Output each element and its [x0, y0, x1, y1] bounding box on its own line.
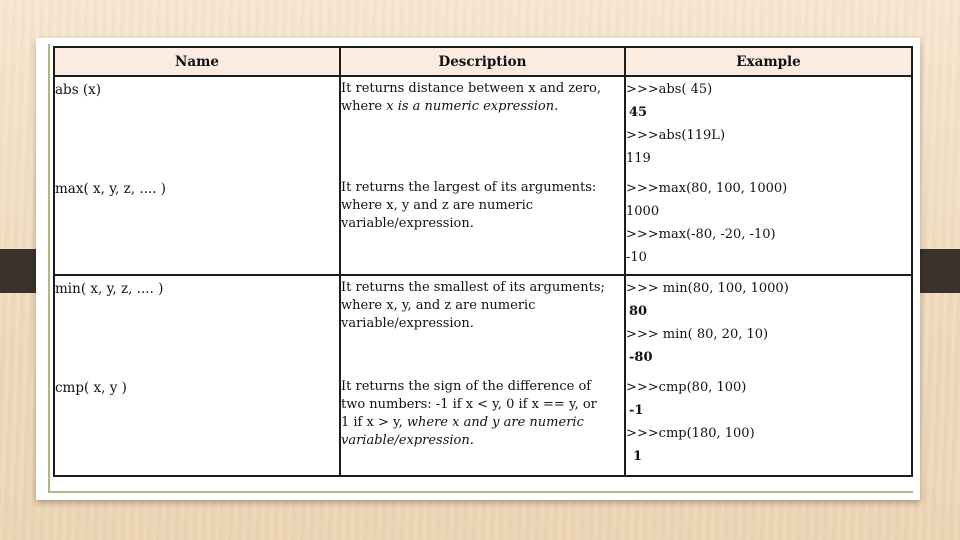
function-desc-cmp [341, 378, 603, 450]
example-code: >>>cmp(80, 100) [626, 380, 747, 395]
description-cell [340, 275, 625, 476]
desc-abs-plain: It returns distance between x and zero, where [341, 81, 602, 114]
examples-abs [626, 78, 911, 177]
example-code: >>>abs( 45) [626, 82, 713, 97]
examples-cmp [626, 376, 911, 468]
example-output: -10 [626, 250, 647, 265]
example-code: >>> min( 80, 20, 10) [626, 327, 769, 342]
desc-cmp-plain: It returns the sign of the difference of two numbers: -1 if x < y, 0 if x == y, or 1 if x > y, [341, 379, 597, 430]
function-desc-min: It returns the smallest of its arguments; where x, y, and z are numeric variable/expression. [341, 280, 605, 331]
header-row [54, 47, 912, 76]
example-output: -80 [629, 350, 653, 365]
function-desc-abs [341, 80, 611, 179]
example-cell [625, 275, 912, 476]
name-cell [54, 275, 340, 476]
example-cell [625, 76, 912, 275]
function-name-min: min( x, y, z, .... ) [55, 281, 164, 297]
example-code: >>> min(80, 100, 1000) [626, 281, 789, 296]
function-name-max: max( x, y, z, .... ) [55, 181, 167, 197]
example-code: >>>max(80, 100, 1000) [626, 181, 788, 196]
description-cell [340, 76, 625, 275]
example-code: >>>abs(119L) [626, 128, 726, 143]
table-row [54, 76, 912, 275]
functions-table [53, 46, 913, 477]
name-cell [54, 76, 340, 275]
example-output: 1000 [626, 204, 660, 219]
header-description: Description [340, 47, 625, 76]
header-name: Name [54, 47, 340, 76]
examples-min [626, 277, 911, 376]
example-code: >>>max(-80, -20, -10) [626, 227, 776, 242]
example-output: 80 [629, 304, 648, 319]
header-example: Example [625, 47, 912, 76]
desc-abs-em: x is a numeric expression. [386, 99, 559, 114]
right-decor-bar [918, 249, 960, 293]
example-output: 1 [633, 449, 643, 464]
example-code: >>>cmp(180, 100) [626, 426, 755, 441]
desc-cmp-em: where x and y are numeric variable/expression. [341, 415, 584, 448]
examples-max [626, 177, 911, 269]
function-name-abs: abs (x) [55, 82, 102, 98]
example-output: -1 [629, 403, 644, 418]
example-output: 45 [629, 105, 648, 120]
function-name-cmp: cmp( x, y ) [55, 380, 127, 396]
example-output: 119 [626, 151, 651, 166]
function-desc-max: It returns the largest of its arguments: where x, y and z are numeric variable/expression. [341, 180, 597, 231]
table-row [54, 275, 912, 476]
